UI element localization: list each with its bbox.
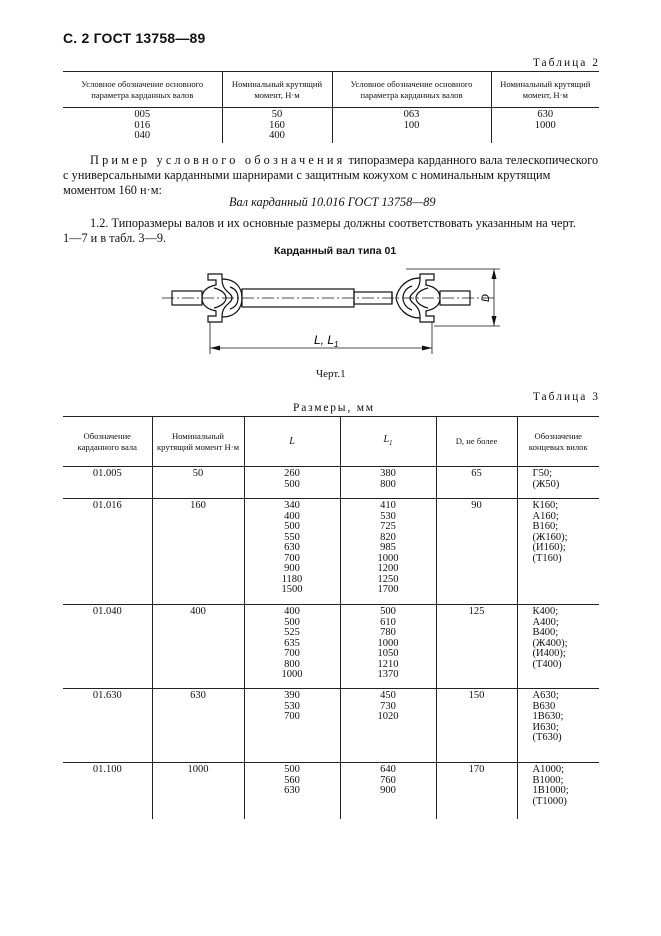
forks-cell bbox=[517, 605, 599, 689]
cell-value: 1В630; bbox=[532, 711, 564, 722]
table-row bbox=[63, 763, 599, 819]
cell-value: 500 bbox=[380, 606, 396, 617]
table-row bbox=[63, 689, 599, 763]
cell-value: 530 bbox=[380, 510, 396, 522]
cell-value: 1050 bbox=[377, 648, 399, 659]
cell-value: 1000 bbox=[377, 637, 399, 649]
cell-value: 400 bbox=[284, 606, 300, 617]
table-row bbox=[63, 605, 599, 689]
cell-value: 65 bbox=[471, 468, 482, 479]
cell-value: 390 bbox=[284, 690, 300, 701]
diameter-cell bbox=[436, 689, 517, 763]
cell-value: 820 bbox=[380, 531, 396, 543]
cell-value: 760 bbox=[380, 774, 396, 786]
cell-value: 500 bbox=[284, 478, 300, 490]
cell-value: 640 bbox=[380, 764, 396, 775]
example-text: типоразмера карданного вала телескопического bbox=[345, 153, 599, 167]
dim-l-label: L, $L_1$ bbox=[314, 333, 339, 349]
length-l-cell bbox=[244, 605, 340, 689]
table-row bbox=[63, 467, 599, 499]
cell-value: 50 bbox=[271, 109, 283, 120]
cell-value: 90 bbox=[471, 500, 482, 511]
cell-value: 450 bbox=[380, 690, 396, 701]
figure-caption: Черт.1 bbox=[316, 368, 346, 380]
table2-col3 bbox=[332, 108, 491, 143]
cell-value: 630 bbox=[284, 542, 300, 553]
cell-value: 01.016 bbox=[92, 500, 122, 511]
table2-col1 bbox=[63, 108, 222, 143]
forks-cell bbox=[517, 467, 599, 499]
table2-header: Номинальный крутящий момент, Н·м bbox=[491, 72, 599, 108]
example-spaced-text: Пример условного обозначения bbox=[90, 153, 346, 167]
cell-value: 530 bbox=[284, 700, 300, 712]
paragraph-1-2 bbox=[63, 216, 599, 246]
cell-value: 170 bbox=[468, 764, 485, 775]
forks-cell bbox=[517, 763, 599, 819]
shaft-code-cell bbox=[63, 467, 152, 499]
cell-value: 01.100 bbox=[92, 764, 122, 775]
cell-value: 985 bbox=[380, 542, 396, 553]
cell-value: 1000 bbox=[187, 764, 209, 775]
torque-cell bbox=[152, 467, 244, 499]
table-row bbox=[63, 499, 599, 605]
cell-value: 150 bbox=[468, 690, 485, 701]
example-line2: с универсальными карданными шарнирами с защитным кожухом с номинальным крутящим bbox=[63, 168, 551, 182]
cell-value: (Т630) bbox=[532, 732, 562, 743]
cell-value: 630 bbox=[190, 690, 206, 701]
cell-value: 1500 bbox=[281, 584, 303, 595]
table3-header-code: Обозначение карданного вала bbox=[77, 430, 137, 452]
cell-value: (Ж50) bbox=[532, 478, 560, 490]
table3 bbox=[63, 416, 599, 819]
cell-value: 125 bbox=[468, 606, 485, 617]
shaft-code-cell bbox=[63, 605, 152, 689]
table2-header: Условное обозначение основного параметра карданных валов bbox=[81, 78, 204, 100]
example-paragraph bbox=[63, 153, 599, 198]
cell-value: 780 bbox=[380, 627, 396, 638]
length-l-cell bbox=[244, 499, 340, 605]
cell-value: К160; bbox=[532, 500, 559, 511]
length-l-cell bbox=[244, 467, 340, 499]
cell-value: 700 bbox=[284, 711, 300, 722]
figure-title: Карданный вал типа 01 bbox=[274, 245, 397, 257]
cell-value: 700 bbox=[284, 552, 300, 564]
cardan-shaft-drawing bbox=[160, 258, 510, 362]
cell-value: 610 bbox=[380, 616, 396, 628]
torque-cell bbox=[152, 499, 244, 605]
cell-value: 1700 bbox=[377, 584, 399, 595]
cell-value: 160 bbox=[269, 119, 285, 131]
table2-header: Условное обозначение основного параметра карданных валов bbox=[332, 72, 491, 108]
cell-value: 1180 bbox=[281, 573, 303, 585]
cell-value: 01.005 bbox=[92, 468, 122, 479]
example-designation: Вал карданный 10.016 ГОСТ 13758—89 bbox=[229, 195, 436, 209]
cell-value: 630 bbox=[284, 785, 300, 796]
cell-value: 635 bbox=[284, 637, 300, 649]
cell-value: 016 bbox=[134, 119, 151, 131]
cell-value: 380 bbox=[380, 468, 396, 479]
cell-value: 100 bbox=[403, 119, 420, 131]
length-l1-cell bbox=[340, 467, 436, 499]
page-header: С. 2 ГОСТ 13758—89 bbox=[63, 30, 206, 46]
torque-cell bbox=[152, 689, 244, 763]
cell-value: 340 bbox=[284, 500, 300, 511]
para12-line1: 1.2. Типоразмеры валов и их основные размеры должны соответствовать указанным на черт. bbox=[90, 216, 576, 230]
length-l-cell bbox=[244, 763, 340, 819]
cell-value: 500 bbox=[284, 521, 300, 532]
cell-value: 1000 bbox=[377, 552, 399, 564]
length-l-cell bbox=[244, 689, 340, 763]
shaft-code-cell bbox=[63, 763, 152, 819]
table3-header-d: D, не более bbox=[436, 417, 517, 467]
torque-cell bbox=[152, 605, 244, 689]
length-l1-cell bbox=[340, 499, 436, 605]
cell-value: А1000; bbox=[532, 764, 564, 775]
cell-value: 400 bbox=[284, 510, 300, 522]
para12-line2: 1—7 и в табл. 3—9. bbox=[63, 231, 167, 245]
cell-value: 1000 bbox=[281, 669, 303, 680]
cell-value: 400 bbox=[190, 606, 206, 617]
cell-value: 005 bbox=[134, 109, 151, 120]
cell-value: (Ж400); bbox=[532, 637, 568, 649]
cell-value: 550 bbox=[284, 531, 300, 543]
cell-value: (Т1000) bbox=[532, 795, 567, 807]
length-l1-cell bbox=[340, 689, 436, 763]
cell-value: 900 bbox=[380, 785, 396, 796]
cell-value: (И400); bbox=[532, 648, 566, 659]
shaft-code-cell bbox=[63, 499, 152, 605]
cell-value: 410 bbox=[380, 500, 396, 511]
length-l1-cell bbox=[340, 763, 436, 819]
cell-value: 500 bbox=[284, 616, 300, 628]
diameter-cell bbox=[436, 499, 517, 605]
cell-value: А400; bbox=[532, 616, 559, 628]
cell-value: 1250 bbox=[377, 573, 399, 585]
cell-value: 1В1000; bbox=[532, 785, 569, 796]
cell-value: (И160); bbox=[532, 542, 566, 553]
cell-value: В160; bbox=[532, 521, 559, 532]
cell-value: 063 bbox=[403, 109, 420, 120]
cell-value: 1000 bbox=[534, 119, 556, 131]
cell-value: (Ж160); bbox=[532, 531, 568, 543]
cell-value: 1020 bbox=[377, 711, 399, 722]
cell-value: 700 bbox=[284, 648, 300, 659]
diameter-cell bbox=[436, 763, 517, 819]
cell-value: 800 bbox=[380, 478, 396, 490]
cell-value: 400 bbox=[269, 130, 285, 141]
cell-value: А630; bbox=[532, 690, 559, 701]
cell-value: 160 bbox=[190, 500, 206, 511]
forks-cell bbox=[517, 689, 599, 763]
table2-col2 bbox=[222, 108, 332, 143]
cell-value: 1370 bbox=[377, 669, 399, 680]
cell-value: 01.630 bbox=[92, 690, 122, 701]
table2 bbox=[63, 71, 599, 143]
cell-value: И630; bbox=[532, 721, 559, 733]
cell-value: 800 bbox=[284, 658, 300, 670]
forks-cell bbox=[517, 499, 599, 605]
torque-cell bbox=[152, 763, 244, 819]
table2-header: Номинальный крутящий момент, Н·м bbox=[222, 72, 332, 108]
shaft-code-cell bbox=[63, 689, 152, 763]
cell-value: (Т160) bbox=[532, 552, 562, 564]
cell-value: 260 bbox=[284, 468, 300, 479]
cell-value: К400; bbox=[532, 606, 559, 617]
table3-header-forks: Обозначение концевых вилок bbox=[517, 417, 599, 467]
table2-label: Таблица 2 bbox=[532, 57, 600, 69]
length-l1-cell bbox=[340, 605, 436, 689]
table2-col4 bbox=[491, 108, 599, 143]
cell-value: 630 bbox=[537, 109, 554, 120]
cell-value: В1000; bbox=[532, 774, 564, 786]
cell-value: В400; bbox=[532, 627, 559, 638]
cell-value: 01.040 bbox=[92, 606, 122, 617]
cell-value: 560 bbox=[284, 774, 300, 786]
table3-header-torque: Номинальный крутящий момент Н·м bbox=[152, 417, 244, 467]
cell-value: 040 bbox=[134, 130, 151, 141]
cell-value: 1200 bbox=[377, 563, 399, 574]
cell-value: Г50; bbox=[532, 468, 552, 479]
cell-value: (Т400) bbox=[532, 658, 562, 670]
cell-value: 500 bbox=[284, 764, 300, 775]
cell-value: 900 bbox=[284, 563, 300, 574]
table3-header-l: L bbox=[244, 417, 340, 467]
diameter-cell bbox=[436, 605, 517, 689]
table3-units: Размеры, мм bbox=[293, 402, 375, 414]
cell-value: 50 bbox=[192, 468, 204, 479]
example-line3: моментом 160 н·м: bbox=[63, 183, 162, 197]
cell-value: 730 bbox=[380, 700, 396, 712]
cell-value: 725 bbox=[380, 521, 396, 532]
dim-d-label: D bbox=[480, 294, 492, 302]
cell-value: А160; bbox=[532, 510, 559, 522]
table3-header-l1: $L_1$ bbox=[340, 417, 436, 467]
table3-label: Таблица 3 bbox=[532, 391, 600, 403]
cell-value: В630 bbox=[532, 700, 556, 712]
cell-value: 1210 bbox=[377, 658, 399, 670]
cell-value: 525 bbox=[284, 627, 300, 638]
diameter-cell bbox=[436, 467, 517, 499]
